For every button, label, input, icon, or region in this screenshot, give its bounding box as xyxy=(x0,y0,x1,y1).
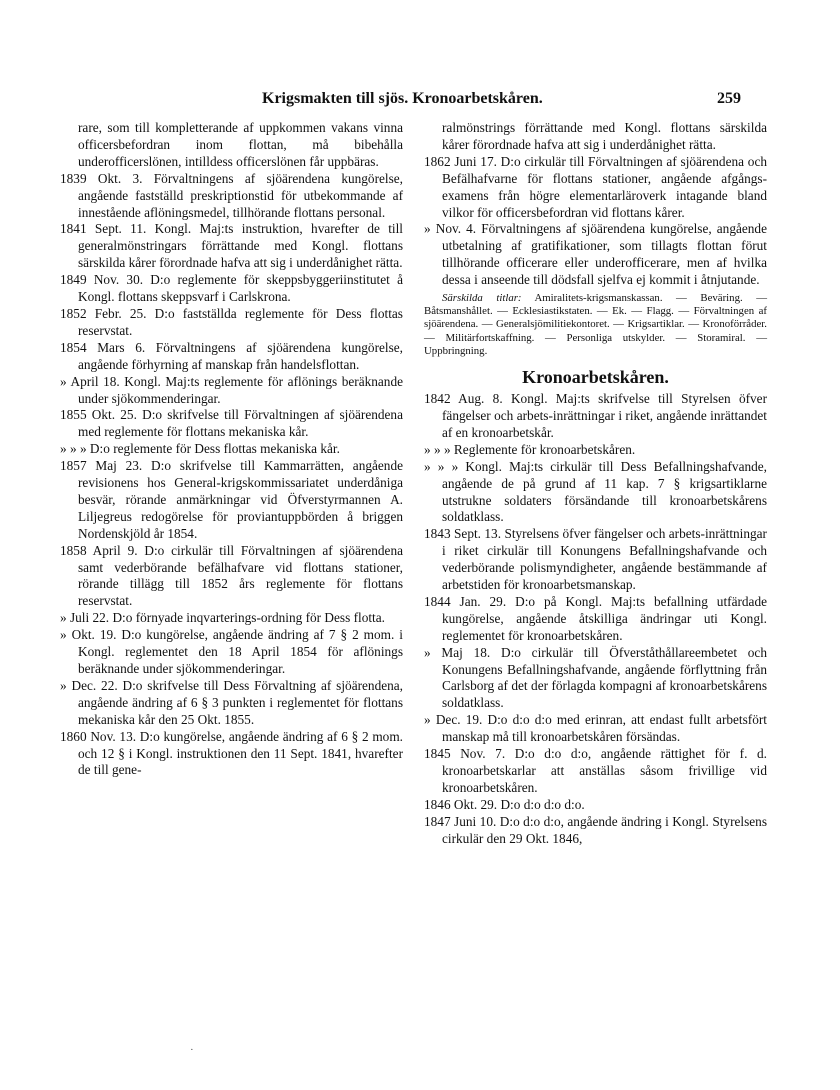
continued-entry: rare, som till kompletterande af uppkommen vakans vinna officersbefordran inom flottan, må bibehålla underofficerslönen, intilldess officerslönen får uppbäras. xyxy=(78,120,403,169)
entry: 1855 Okt. 25. D:o skrifvelse till Förvaltningen af sjöärendena med reglemente för flottans mekaniska kår. xyxy=(60,407,403,440)
entry: 1844 Jan. 29. D:o på Kongl. Maj:ts befallning utfärdade kungörelse, angående åtskilliga ändringar uti Kongl. reglementet för kronoarbetskåren. xyxy=(424,593,767,643)
entry: 1860 Nov. 13. D:o kungörelse, angående ändring af 6 § 2 mom. och 12 § i Kongl. instruktionen den 11 Sept. 1841, hvarefter de till gene- xyxy=(60,728,403,778)
entry: 1847 Juni 10. D:o d:o d:o, angående ändring i Kongl. Styrelsens cirkulär den 29 Okt. 1846, xyxy=(424,813,767,846)
entry: » Dec. 22. D:o skrifvelse till Dess Förvaltning af sjöärendena, angående ändring af 6 § 3 punkten i reglementet för flottans mekaniska kår den 25 Okt. 1855. xyxy=(60,677,403,727)
notes-text: Amiralitets-krigsmanskassan. — Beväring. — Båtsmanshållet. — Ecklesiastikstaten. — Ek. — Flagg. — Förvaltningen af sjöärendena. — Generalsjömilitiekontoret. — Krigsartiklar. — Kronoförråder. — Militärfortskaffning. — Personliga utskylder. — Storamiral. — Uppbringning. xyxy=(424,292,768,357)
entry: » April 18. Kongl. Maj:ts reglemente för aflönings beräknande under sjökommenderingar. xyxy=(60,373,403,406)
section-heading: Kronoarbetskåren. xyxy=(522,367,669,388)
entry: » » » Kongl. Maj:ts cirkulär till Dess Befallningshafvande, angående de på grund af 11 kap. 7 § krigsartiklarne utstrukne soldaters försändande till kronoarbetskårens soldatklass. xyxy=(424,458,767,525)
page-number: 259 xyxy=(717,90,741,107)
entry: » Maj 18. D:o cirkulär till Öfverståthållareembetet och Konungens Befallningshafvande, angående förflyttning från Carlsborg af det der förlagda kompagni af kronoarbetskårens soldatklass. xyxy=(424,644,767,711)
left-column xyxy=(60,120,403,779)
entry: 1843 Sept. 13. Styrelsens öfver fängelser och arbets-inrättningar i riket cirkulär till Konungens Befallningshafvande och vederbörande polismyndigheter, angående bestämmande af arbetstiden för kronoarbetsmanskap. xyxy=(424,526,767,593)
entry: 1854 Mars 6. Förvaltningens af sjöärendena kungörelse, angående förhyrning af manskap från handelsflottan. xyxy=(60,339,403,372)
entry: 1839 Okt. 3. Förvaltningens af sjöärendena kungörelse, angående fastställd preskriptionstid för utbekommande af innestående aflöningsmedel, tillhörande flottans personal. xyxy=(60,170,403,220)
notes-lead: Särskilda titlar: xyxy=(442,292,522,305)
continued-entry: ralmönstrings förrättande med Kongl. flottans särskilda kårer förordnade hafva att sig i underdånighet rätta. xyxy=(442,120,767,152)
entry: 1846 Okt. 29. D:o d:o d:o d:o. xyxy=(424,796,585,812)
entry: » Juli 22. D:o förnyade inqvarterings-ordning för Dess flotta. xyxy=(60,610,385,626)
running-title: Krigsmakten till sjös. Kronoarbetskåren. xyxy=(262,90,543,107)
entry: 1862 Juni 17. D:o cirkulär till Förvaltningen af sjöärendena och Befälhafvarne för flottans stationer, angående afgångs-examens från högre elementarläroverk intagande bland vilkor för officersbefordran vid flottans kårer. xyxy=(424,153,767,220)
entry: 1842 Aug. 8. Kongl. Maj:ts skrifvelse till Styrelsen öfver fängelser och arbets-inrättningar i riket, angående inrättandet af en kronoarbetskår. xyxy=(424,391,767,440)
entry: 1852 Febr. 25. D:o fastställda reglemente för Dess flottas reservstat. xyxy=(60,305,403,338)
entry: 1857 Maj 23. D:o skrifvelse till Kammarrätten, angående revisionens hos General-krigskommissariatet underdåniga besvär, rörande anmärkningar vid Öfverstyrmannen A. Liljegreus redogörelse för proviantuppbörden å briggen Nordenskjöld år 1854. xyxy=(60,458,403,541)
entry: » » » Reglemente för kronoarbetskåren. xyxy=(424,441,636,457)
entry: 1858 April 9. D:o cirkulär till Förvaltningen af sjöärendena samt vederbörande befälhafvare vid flottans stationer, rörande tillägg till 1852 års reglemente för flottans reservstat. xyxy=(60,542,403,609)
entry: » Nov. 4. Förvaltningens af sjöärendena kungörelse, angående utbetalning af gratifikationer, som tillagts flottan förut tillhörande officerare eller underofficerare, men af hvilka dessa i anseende till dödsfall sjelfva ej kommit i åtnjutande. xyxy=(424,221,767,288)
page-header xyxy=(0,90,840,114)
entry: » Dec. 19. D:o d:o d:o med erinran, att endast fullt arbetsfört manskap må till kronoarbetskåren försändas. xyxy=(424,712,767,745)
entry: » » » D:o reglemente för Dess flottas mekaniska kår. xyxy=(60,441,340,457)
special-titles-note xyxy=(424,292,767,358)
entry: 1845 Nov. 7. D:o d:o d:o, angående rättighet för f. d. kronoarbetskarlar att anställas såsom frivillige vid kronoarbetskåren. xyxy=(424,746,767,795)
entry: 1849 Nov. 30. D:o reglemente för skeppsbyggeriinstitutet å Kongl. flottans skeppsvarf i Carlskrona. xyxy=(60,272,403,305)
entry: » Okt. 19. D:o kungörelse, angående ändring af 7 § 2 mom. i Kongl. reglementet den 18 April 1854 för aflönings beräknande under sjökommenderingar. xyxy=(60,627,403,676)
right-column xyxy=(424,120,767,848)
entry: 1841 Sept. 11. Kongl. Maj:ts instruktion, hvarefter de till generalmönstringars förrättande med Kongl. flottans särskilda kårer förordnade hafva att sig i underdånighet rätta. xyxy=(60,221,403,271)
print-speck: · xyxy=(190,1044,194,1056)
